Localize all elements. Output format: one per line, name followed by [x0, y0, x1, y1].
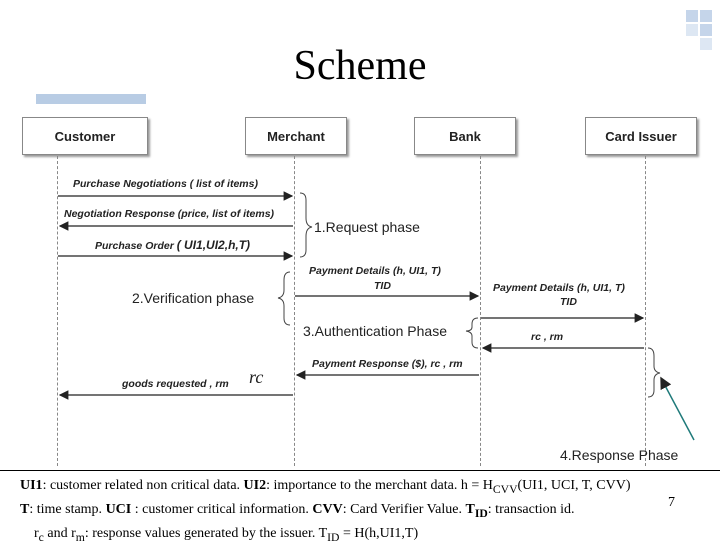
caption-text: : response values generated by the issuer. T [84, 525, 328, 541]
msg-purchase-order-label: Purchase Order [95, 240, 174, 252]
caption-sub: ID [327, 530, 340, 544]
caption-line-3 [20, 524, 720, 547]
brace-authentication-phase [466, 318, 478, 348]
caption-text: r [34, 525, 39, 541]
page-number: 7 [668, 495, 675, 510]
caption-divider [0, 470, 720, 471]
msg-purchase-order-args: ( UI1,UI2,h,T) [176, 238, 251, 252]
caption-text: (UI1, UCI, T, CVV) [517, 478, 631, 493]
caption-sub: c [38, 530, 44, 544]
brace-verification-phase [278, 272, 290, 325]
caption-sub: CVV [492, 482, 518, 496]
caption-sub: ID [474, 506, 488, 520]
caption-term-tid: T [465, 501, 475, 517]
phase-request: 1.Request phase [314, 219, 420, 235]
msg-purchase-negotiations: Purchase Negotiations ( list of items) [73, 178, 258, 190]
caption [20, 476, 720, 547]
caption-text: : time stamp. [29, 501, 106, 517]
msg-negotiation-response: Negotiation Response (price, list of items) [64, 208, 275, 220]
msg-payment-details-merchant: Payment Details (h, UI1, T) [309, 265, 441, 277]
caption-term-cvv: CVV [312, 501, 343, 517]
msg-rc-rm-issuer: rc , rm [531, 331, 564, 343]
caption-text: and r [43, 525, 76, 541]
phase-authentication: 3.Authentication Phase [303, 323, 447, 339]
phase-verification: 2.Verification phase [132, 290, 255, 306]
msg-payment-details-merchant-tid: TID [374, 280, 391, 292]
caption-sub: m [75, 530, 85, 544]
brace-request-phase [300, 193, 312, 257]
rc-label: rc [249, 367, 264, 387]
arrow-response-phase-pointer [661, 378, 694, 440]
actor-card-issuer: Card Issuer [585, 117, 697, 155]
caption-text: = H(h,UI1,T) [339, 525, 419, 541]
caption-text: : customer related non critical data. [42, 478, 244, 493]
phase-response: 4.Response Phase [560, 447, 679, 463]
caption-term-ui1: UI1 [20, 478, 43, 493]
actor-merchant: Merchant [245, 117, 347, 155]
caption-text: : customer critical information. [131, 501, 313, 517]
caption-text: : Card Verifier Value. [342, 501, 466, 517]
actor-bank: Bank [414, 117, 516, 155]
msg-payment-response: Payment Response ($), rc , rm [312, 358, 463, 370]
msg-payment-details-bank: Payment Details (h, UI1, T) [493, 282, 625, 294]
caption-term-ui2: UI2 [243, 478, 267, 493]
caption-term-uci: UCI [105, 501, 132, 517]
caption-text: : importance to the merchant data. h = H [266, 478, 493, 493]
msg-payment-details-bank-tid: TID [560, 296, 577, 308]
msg-purchase-order [95, 238, 250, 252]
caption-line-1 [20, 476, 720, 500]
caption-term-t: T [20, 501, 30, 517]
msg-goods-requested: goods requested , rm [122, 378, 229, 390]
slide-title: Scheme [293, 43, 427, 89]
caption-text: : transaction id. [487, 501, 575, 517]
actor-customer: Customer [22, 117, 148, 155]
brace-response-phase [648, 348, 660, 397]
caption-line-2 [20, 500, 720, 524]
